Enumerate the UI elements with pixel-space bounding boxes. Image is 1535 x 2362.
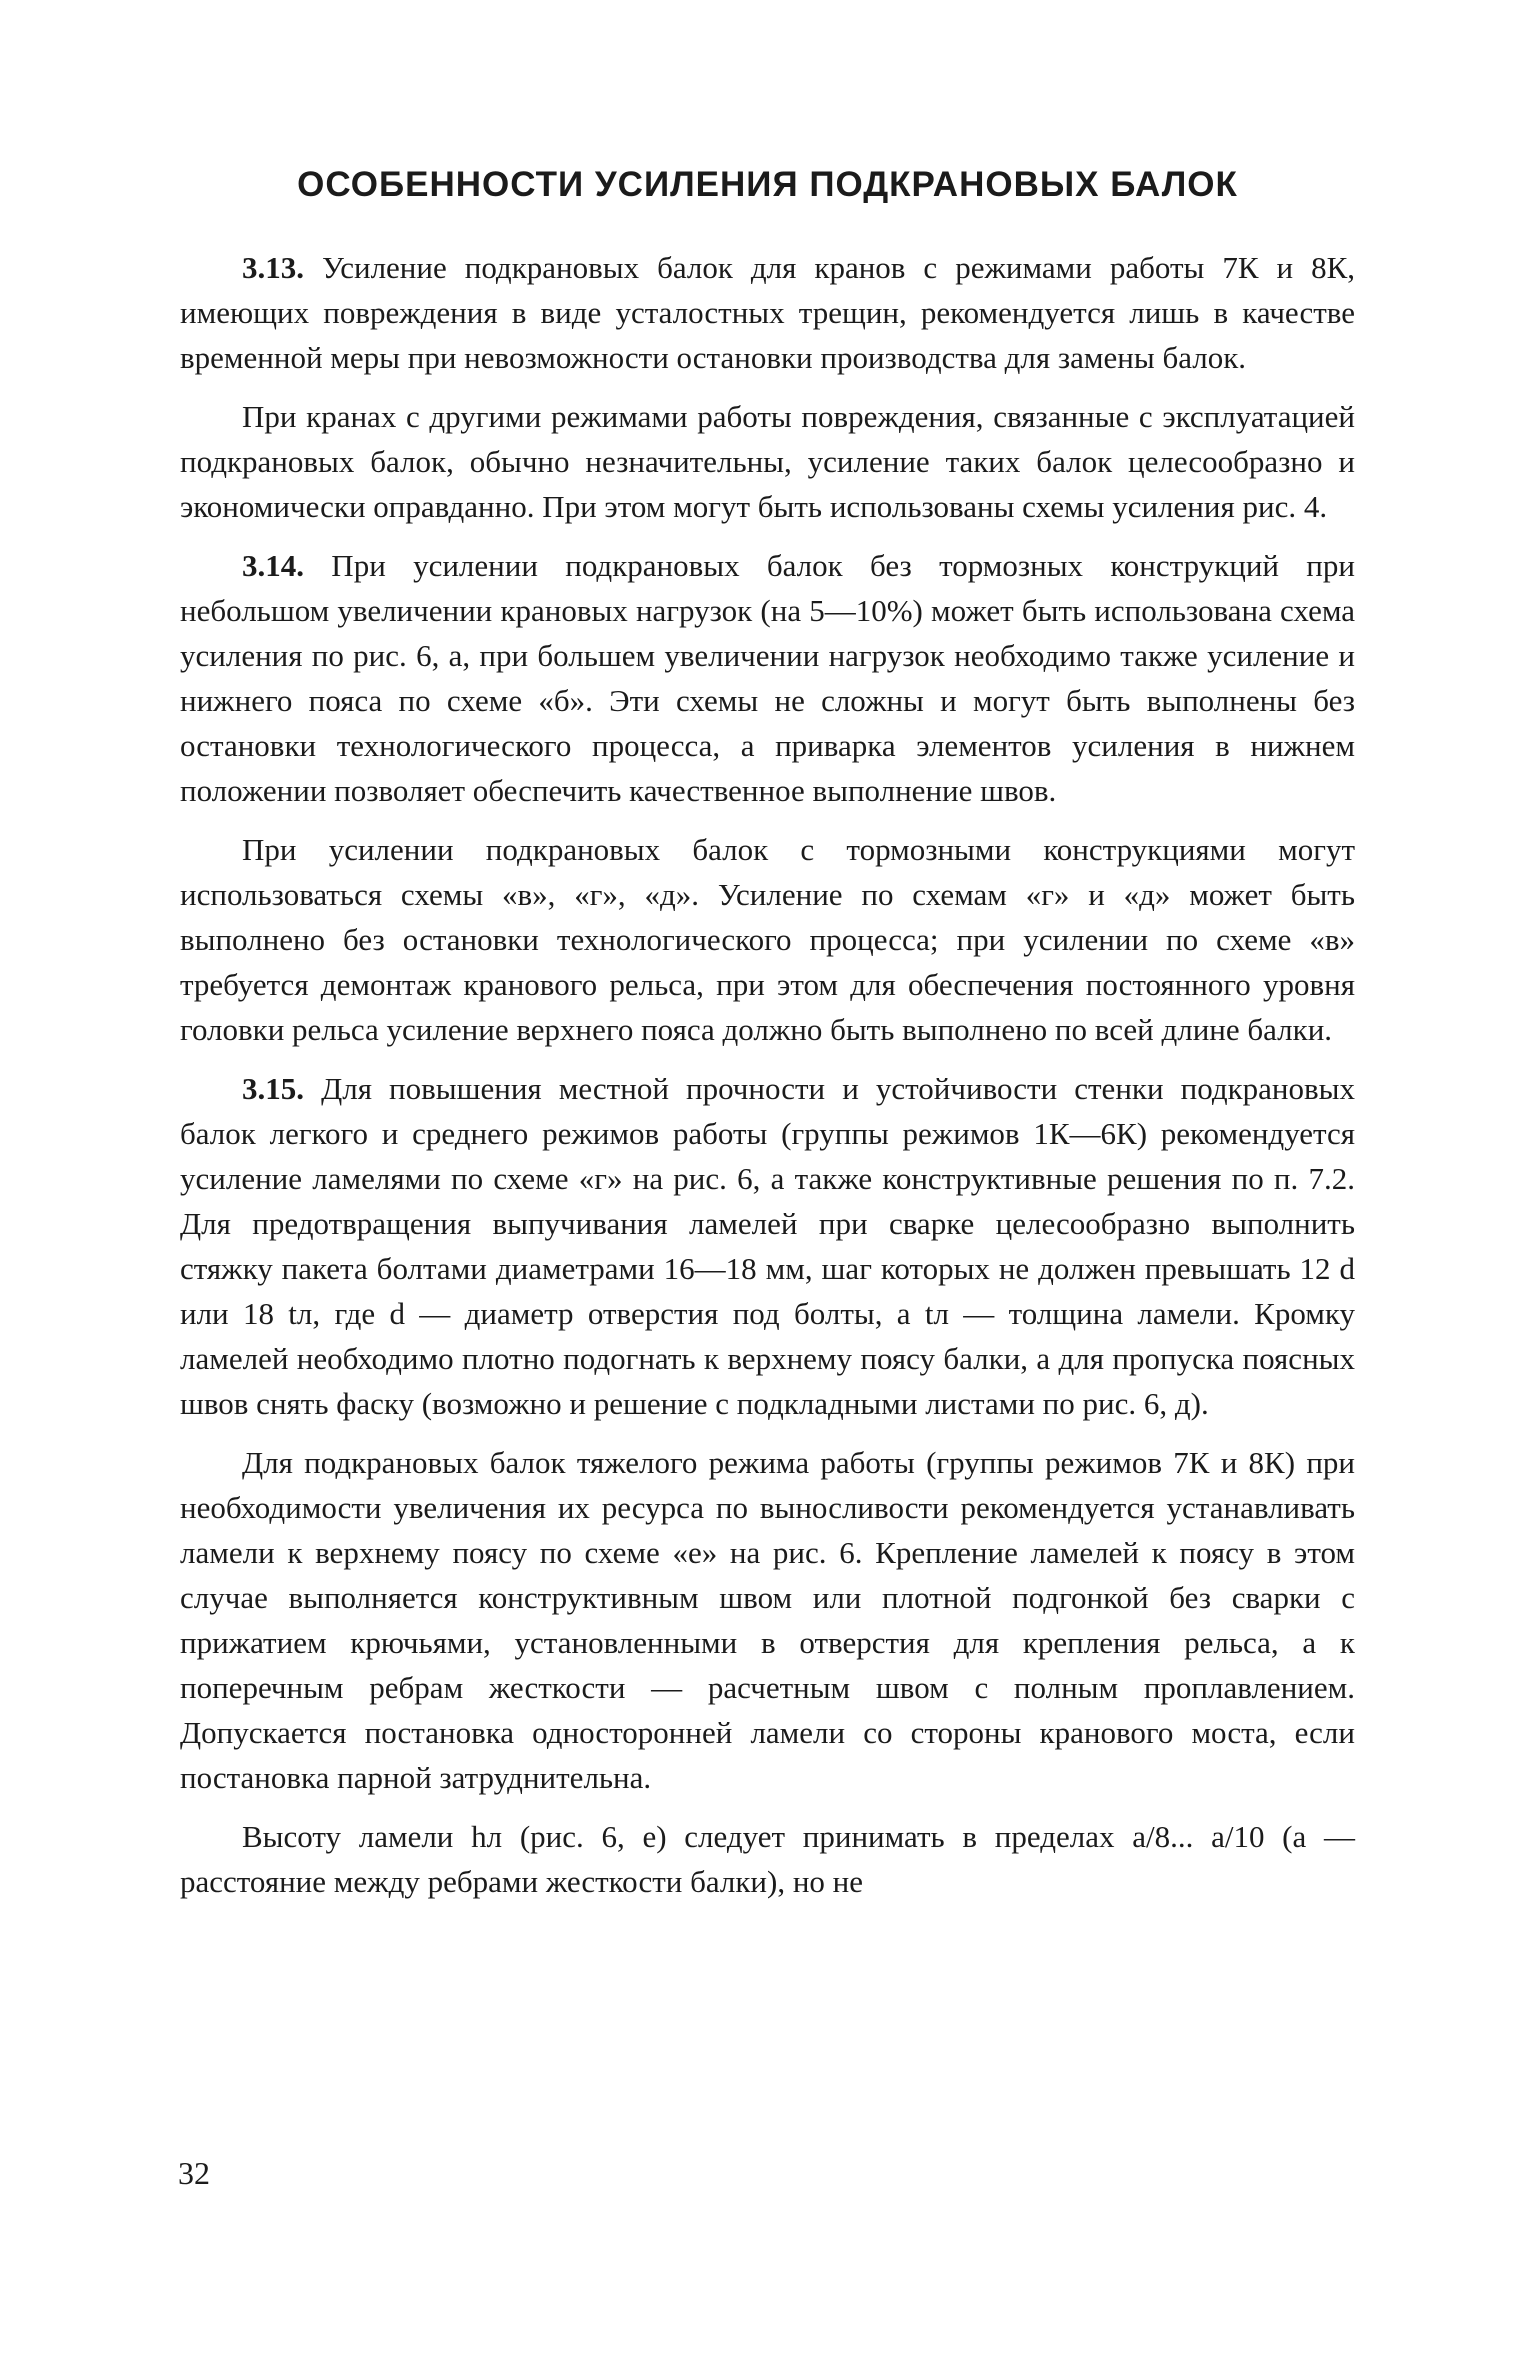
paragraph-text: При кранах с другими режимами работы повреждения, связанные с эксплуатацией подкрановых балок, обычно незначительны, усиление таких балок целесообразно и экономически оправданно. При этом могут быть использованы схемы усиления рис. 4. — [180, 399, 1355, 524]
paragraph-3-13 — [180, 245, 1355, 380]
paragraph-text: Для подкрановых балок тяжелого режима работы (группы режимов 7К и 8К) при необходимости увеличения их ресурса по выносливости рекомендуется устанавливать ламели к верхнему поясу по схеме «е» на рис. 6. Крепление ламелей к поясу в этом случае выполняется конструктивным швом или плотной подгонкой без сварки с прижатием крючьями, установленными в отверстия для крепления рельса, а к поперечным ребрам жесткости — расчетным швом с полным проплавлением. Допускается постановка односторонней ламели со стороны кранового моста, если постановка парной затруднительна. — [180, 1445, 1355, 1795]
paragraph-text: Высоту ламели hл (рис. 6, е) следует принимать в пределах a/8... a/10 (a — расстояние между ребрами жесткости балки), но не — [180, 1819, 1355, 1899]
section-heading: ОСОБЕННОСТИ УСИЛЕНИЯ ПОДКРАНОВЫХ БАЛОК — [297, 165, 1238, 204]
clause-number: 3.15. — [242, 1071, 304, 1106]
paragraph-3-15 — [180, 1066, 1355, 1426]
paragraph-text: Для повышения местной прочности и устойчивости стенки подкрановых балок легкого и среднего режимов работы (группы режимов 1К—6К) рекомендуется усиление ламелями по схеме «г» на рис. 6, а также конструктивные решения по п. 7.2. Для предотвращения выпучивания ламелей при сварке целесообразно выполнить стяжку пакета болтами диаметрами 16—18 мм, шаг которых не должен превышать 12 d или 18 tл, где d — диаметр отверстия под болты, а tл — толщина ламели. Кромку ламелей необходимо плотно подогнать к верхнему поясу балки, а для пропуска поясных швов снять фаску (возможно и решение с подкладными листами по рис. 6, д). — [180, 1071, 1355, 1421]
clause-number: 3.14. — [242, 548, 304, 583]
paragraph-other-cranes — [180, 394, 1355, 529]
paragraph-text: При усилении подкрановых балок с тормозными конструкциями могут использоваться схемы «в», «г», «д». Усиление по схемам «г» и «д» может быть выполнено без остановки технологического процесса; при усилении по схеме «в» требуется демонтаж кранового рельса, при этом для обеспечения постоянного уровня головки рельса усиление верхнего пояса должно быть выполнено по всей длине балки. — [180, 832, 1355, 1047]
page-number: 32 — [178, 2155, 210, 2191]
paragraph-brake-structures — [180, 827, 1355, 1052]
paragraph-3-14 — [180, 543, 1355, 813]
paragraph-text: Усиление подкрановых балок для кранов с режимами работы 7К и 8К, имеющих повреждения в виде усталостных трещин, рекомендуется лишь в качестве временной меры при невозможности остановки производства для замены балок. — [180, 250, 1355, 375]
page-body — [180, 165, 1355, 1918]
paragraph-lamella-height — [180, 1814, 1355, 1904]
paragraph-text: При усилении подкрановых балок без тормозных конструкций при небольшом увеличении крановых нагрузок (на 5—10%) может быть использована схема усиления по рис. 6, а, при большем увеличении нагрузок необходимо также усиление и нижнего пояса по схеме «б». Эти схемы не сложны и могут быть выполнены без остановки технологического процесса, а приварка элементов усиления в нижнем положении позволяет обеспечить качественное выполнение швов. — [180, 548, 1355, 808]
paragraph-heavy-duty — [180, 1440, 1355, 1800]
clause-number: 3.13. — [242, 250, 304, 285]
